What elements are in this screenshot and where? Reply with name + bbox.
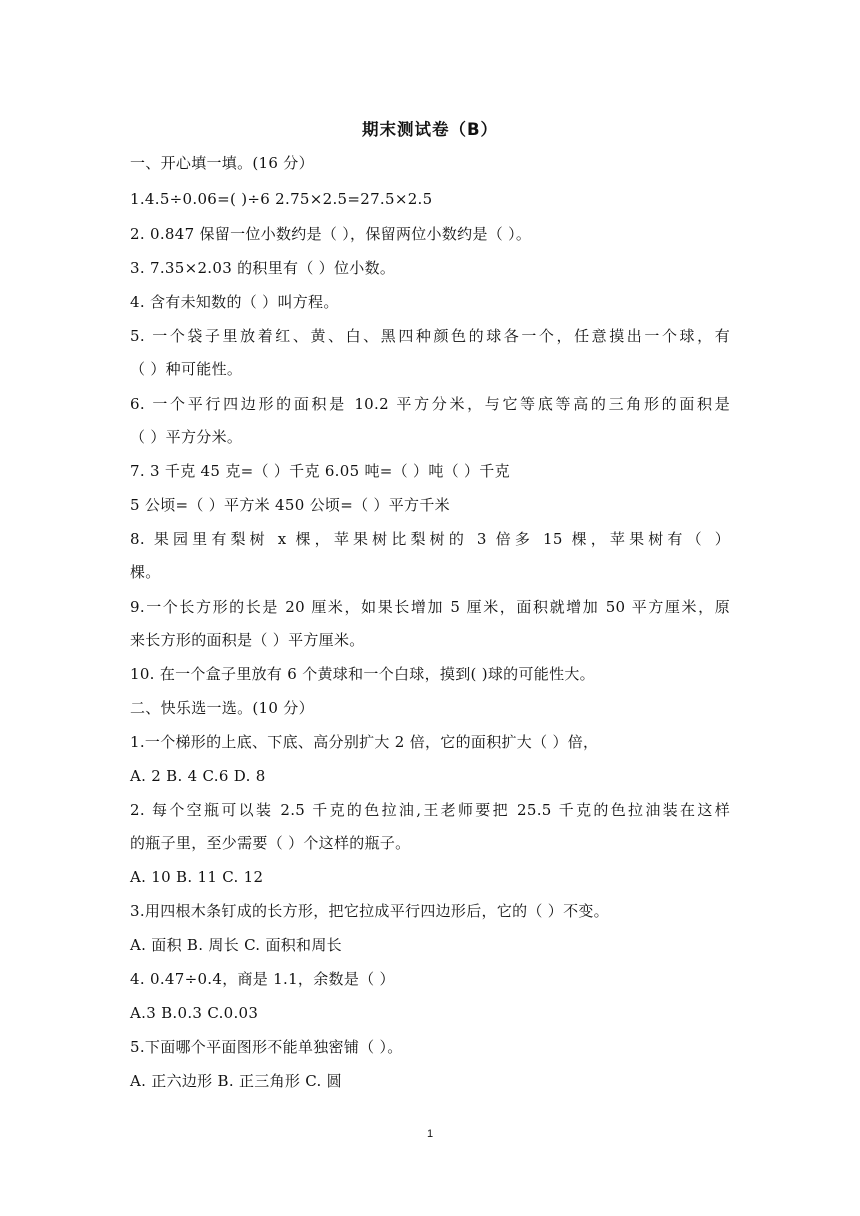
question-line: 4. 含有未知数的（ ）叫方程。 <box>130 293 339 311</box>
question-line: 棵。 <box>130 563 161 581</box>
question-line: 5.下面哪个平面图形不能单独密铺（ ）。 <box>130 1038 403 1056</box>
question-line: 3. 7.35×2.03 的积里有（ ）位小数。 <box>130 259 396 277</box>
question-line: （ ）平方分米。 <box>130 428 243 446</box>
question-line: 7. 3 千克 45 克=（ ）千克 6.05 吨=（ ）吨（ ）千克 <box>130 462 510 480</box>
answer-options: A. 正六边形 B. 正三角形 C. 圆 <box>130 1072 342 1090</box>
question-line: 4. 0.47÷0.4，商是 1.1，余数是（ ） <box>130 970 395 988</box>
question-line: 2. 每个空瓶可以装 2.5 千克的色拉油,王老师要把 25.5 千克的色拉油装在这样 <box>130 801 730 819</box>
answer-options: A.3 B.0.3 C.0.03 <box>130 1004 259 1022</box>
question-line: 6. 一个平行四边形的面积是 10.2 平方分米，与它等底等高的三角形的面积是 <box>130 395 730 413</box>
section-heading-choice: 二、快乐选一选。(10 分） <box>130 699 314 717</box>
section-heading-fill-in: 一、开心填一填。(16 分） <box>130 154 314 172</box>
question-line: 9.一个长方形的长是 20 厘米，如果长增加 5 厘米，面积就增加 50 平方厘米，原 <box>130 598 730 616</box>
question-line: （ ）种可能性。 <box>130 360 243 378</box>
answer-options: A. 面积 B. 周长 C. 面积和周长 <box>130 936 342 954</box>
answer-options: A. 2 B. 4 C.6 D. 8 <box>130 767 266 785</box>
question-line: 8. 果园里有梨树 x 棵，苹果树比梨树的 3 倍多 15 棵，苹果树有（ ） <box>130 530 730 548</box>
question-line: 3.用四根木条钉成的长方形，把它拉成平行四边形后，它的（ ）不变。 <box>130 902 609 920</box>
question-line: 来长方形的面积是（ ）平方厘米。 <box>130 631 365 649</box>
question-line: 10. 在一个盒子里放有 6 个黄球和一个白球，摸到( )球的可能性大。 <box>130 665 595 683</box>
question-line: 的瓶子里，至少需要（ ）个这样的瓶子。 <box>130 834 411 852</box>
question-line: 1.一个梯形的上底、下底、高分别扩大 2 倍，它的面积扩大（ ）倍， <box>130 733 599 751</box>
question-line: 5. 一个袋子里放着红、黄、白、黑四种颜色的球各一个，任意摸出一个球，有 <box>130 327 730 345</box>
page-number: 1 <box>426 1128 434 1140</box>
question-line: 5 公顷=（ ）平方米 450 公顷=（ ）平方千米 <box>130 496 450 514</box>
question-line: 1.4.5÷0.06=( )÷6 2.75×2.5=27.5×2.5 <box>130 190 433 208</box>
question-line: 2. 0.847 保留一位小数约是（ ），保留两位小数约是（ ）。 <box>130 225 532 243</box>
answer-options: A. 10 B. 11 C. 12 <box>130 868 264 886</box>
page-title: 期末测试卷（B） <box>361 120 499 139</box>
